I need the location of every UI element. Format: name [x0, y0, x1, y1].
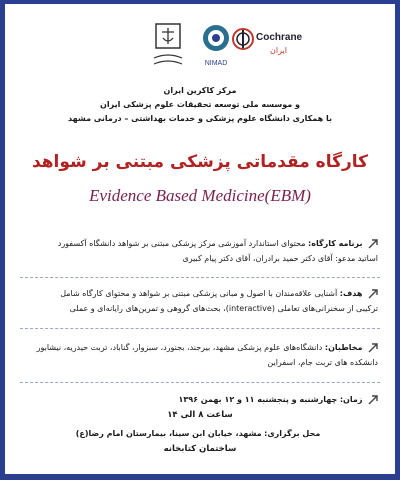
time-text: چهارشنبه و پنجشنبه ۱۱ و ۱۲ بهمن ۱۳۹۶	[178, 395, 338, 404]
header-line-1: مرکز کاکرین ایران	[163, 86, 237, 95]
university-seal-icon	[148, 22, 188, 70]
venue-label: محل برگزاری:	[264, 429, 321, 438]
cochrane-sub: ایران	[270, 46, 287, 55]
top-border	[0, 0, 400, 4]
pointer-icon	[368, 289, 378, 299]
header-line-3: با همکاری دانشگاه علوم پزشکی و خدمات بهداشتی – درمانی مشهد	[68, 114, 332, 123]
goal-text: آشنایی علاقه‌مندان با اصول و مبانی پزشکی مبتنی بر شواهد و محتوای کارگاه شامل	[60, 289, 338, 298]
organizer-header	[30, 84, 370, 126]
program-line-2: اساتید مدعو: آقای دکتر حمید برادران، آقای دکتر پیام کبیری	[182, 254, 378, 263]
goal-line-2: ترکیبی از سخنرانی‌های تعاملی (interactive)، بحث‌های گروهی و تمرین‌های رایانه‌ای و عملی	[69, 304, 378, 313]
venue-line-2: ساختمان کتابخانه	[163, 444, 237, 454]
program-label: برنامه کارگاه:	[308, 239, 363, 248]
pointer-icon	[368, 343, 378, 353]
cochrane-name: Cochrane	[256, 32, 303, 43]
audience-section	[18, 340, 378, 370]
venue-text: مشهد، خیابان ابن سینا، بیمارستان امام رضا(ع)	[75, 429, 262, 438]
divider	[20, 382, 380, 383]
workshop-title-en: Evidence Based Medicine(EBM)	[89, 186, 311, 205]
time-section	[18, 392, 378, 407]
program-text: محتوای استاندارد آموزشی مرکز پزشکی مبتنی بر شواهد دانشگاه آکسفورد	[57, 239, 306, 248]
goal-section	[18, 286, 378, 316]
logo-row	[20, 22, 380, 72]
time-label: زمان:	[339, 395, 363, 404]
audience-line-2: دانشکده های تربت جام، اسفراین	[267, 358, 378, 367]
left-border	[0, 0, 5, 480]
workshop-title-fa: کارگاه مقدماتی پزشکی مبتنی بر شواهد	[31, 152, 369, 172]
audience-label: مخاطبان:	[324, 343, 363, 352]
program-section	[18, 236, 378, 266]
nimad-emblem-icon	[198, 22, 234, 58]
header-line-2: و موسسه ملی توسعه تحقیقات علوم پزشکی ایران	[100, 100, 300, 109]
right-border	[395, 0, 400, 480]
venue-section	[18, 426, 378, 441]
audience-text: دانشگاه‌های علوم پزشکی مشهد، بیرجند، بجنورد، سبزوار، گناباد، تربت حیدریه، نیشابور	[36, 343, 323, 352]
divider	[20, 328, 380, 329]
time-hours: ساعت ۸ الی ۱۴	[167, 410, 233, 420]
goal-label: هدف:	[339, 289, 363, 298]
cochrane-icon	[232, 28, 254, 50]
divider	[20, 277, 380, 278]
pointer-icon	[368, 395, 378, 405]
pointer-icon	[368, 239, 378, 249]
nimad-logo	[198, 22, 234, 67]
bottom-border	[0, 474, 400, 480]
nimad-name: NIMAD	[204, 60, 228, 67]
university-seal-logo	[148, 22, 188, 74]
